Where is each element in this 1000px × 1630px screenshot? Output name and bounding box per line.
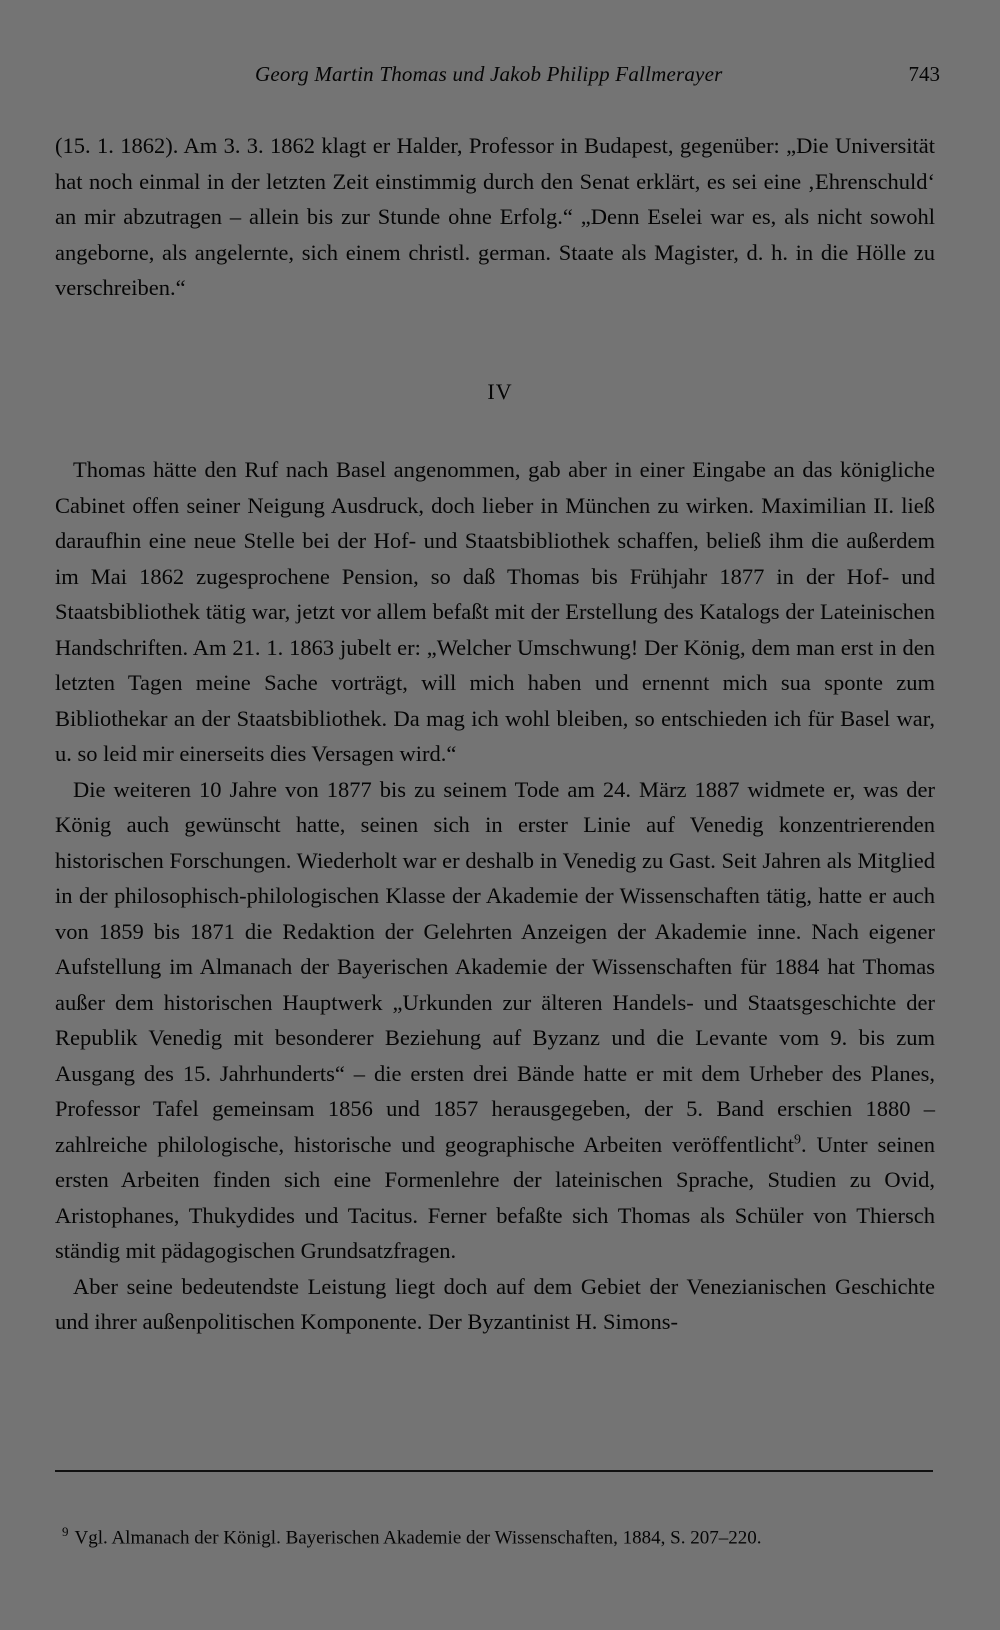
paragraph-2-continuation: . Unter seinen ersten Arbeiten finden sich eine Formenlehre der lateinischen Sprache, Studien zu Ovid, Aristophanes, Thukydides und Tacitus. Ferner befaßte sich Thomas als Schüler von Thiersch ständig mit pädagogischen Grundsatzfragen. bbox=[55, 1131, 935, 1263]
running-title: Georg Martin Thomas und Jakob Philipp Fallmerayer bbox=[255, 62, 723, 86]
section-heading: IV bbox=[487, 379, 513, 404]
footnote-reference: 9 bbox=[793, 1132, 801, 1147]
paragraph-2 bbox=[55, 772, 935, 1269]
footnote-text: Vgl. Almanach der Königl. Bayerischen Akademie der Wissenschaften, 1884, S. 207–220. bbox=[74, 1527, 762, 1549]
paragraph-1: Thomas hätte den Ruf nach Basel angenommen, gab aber in einer Eingabe an das königliche Cabinet offen seiner Neigung Ausdruck, doch lieber in München zu wirken. Maximilian II. ließ daraufhin eine neue Stelle bei der Hof- und Staatsbibliothek schaffen, beließ ihm die außerdem im Mai 1862 zugesprochene Pension, so daß Thomas bis Frühjahr 1877 in der Hof- und Staatsbibliothek tätig war, jetzt vor allem befaßt mit der Erstellung des Katalogs der Lateinischen Handschriften. Am 21. 1. 1863 jubelt er: „Welcher Umschwung! Der König, dem man erst in den letzten Tagen meine Sache vorträgt, will mich haben und ernennt mich sua sponte zum Bibliothekar an der Staatsbibliothek. Da mag ich wohl bleiben, so entschieden ich für Basel war, u. so leid mir einerseits dies Versagen wird.“ bbox=[55, 457, 935, 766]
page-number: 743 bbox=[908, 62, 940, 86]
paragraph-3: Aber seine bedeutendste Leistung liegt doch auf dem Gebiet der Venezianischen Geschichte und ihrer außenpolitischen Komponente. Der Byzantinist H. Simons- bbox=[55, 1273, 935, 1334]
footnote-rule bbox=[55, 1470, 933, 1472]
top-text-block bbox=[55, 128, 935, 306]
main-text-block bbox=[55, 452, 935, 1340]
paragraph-top: (15. 1. 1862). Am 3. 3. 1862 klagt er Halder, Professor in Budapest, gegenüber: „Die Universität hat noch einmal in der letzten Zeit einstimmig durch den Senat erklärt, es sei eine ‚Ehrenschuld‘ an mir abzutragen – allein bis zur Stunde ohne Erfolg.“ „Denn Eselei war es, als nicht sowohl angeborne, als angelernte, sich einem christl. german. Staate als Magister, d. h. in die Hölle zu verschreiben.“ bbox=[55, 133, 935, 300]
paragraph-2-text: Die weiteren 10 Jahre von 1877 bis zu seinem Tode am 24. März 1887 widmete er, was der König auch gewünscht hatte, seinen sich in erster Linie auf Venedig konzentrierenden historischen Forschungen. Wiederholt war er deshalb in Venedig zu Gast. Seit Jahren als Mitglied in der philosophisch-philologischen Klasse der Akademie der Wissenschaften tätig, hatte er auch von 1859 bis 1871 die Redaktion der Gelehrten Anzeigen der Akademie inne. Nach eigener Aufstellung im Almanach der Bayerischen Akademie der Wissenschaften für 1884 hat Thomas außer dem historischen Hauptwerk „Urkunden zur älteren Handels- und Staatsgeschichte der Republik Venedig mit besonderer Beziehung auf Byzanz und die Levante vom 9. bis zum Ausgang des 15. Jahrhunderts“ – die ersten drei Bände hatte er mit dem Urheber des Planes, Professor Tafel gemeinsam 1856 und 1857 herausgegeben, der 5. Band erschien 1880 – zahlreiche philologische, historische und geographische Arbeiten veröffentlicht bbox=[55, 776, 935, 1157]
footnote-number: 9 bbox=[62, 1524, 69, 1539]
footnote bbox=[62, 1520, 942, 1550]
